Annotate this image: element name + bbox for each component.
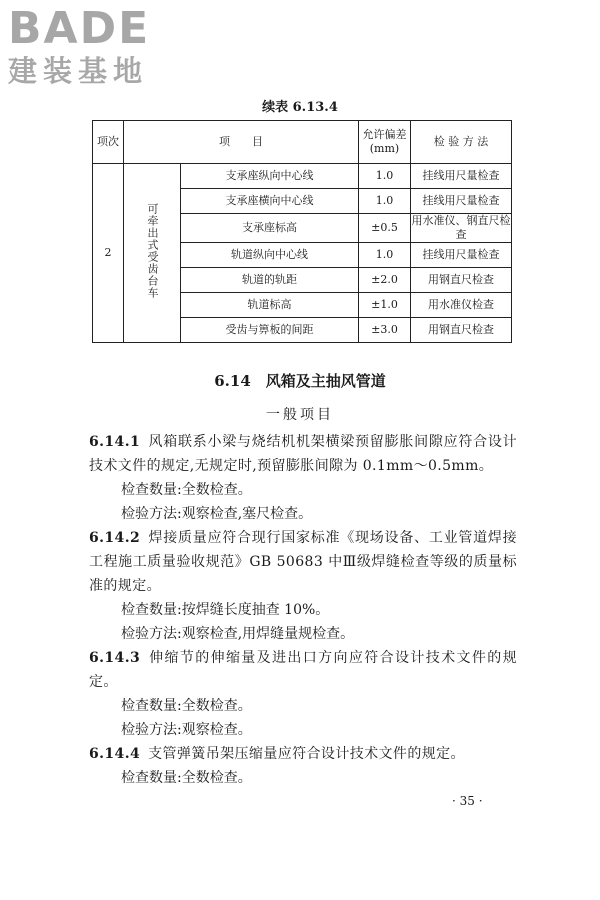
clause-text: 伸缩节的伸缩量及进出口方向应符合设计技术文件的规定。 [89, 650, 517, 690]
inspection-table [92, 120, 512, 343]
row-tolerance: 1.0 [359, 243, 411, 268]
table-caption: 续表 6.13.4 [262, 100, 338, 115]
inspection-method: 检验方法:观察检查,塞尺检查。 [121, 506, 313, 522]
clause-number: 6.14.4 [89, 746, 141, 762]
group-category-cell [124, 164, 181, 343]
row-item: 支承座纵向中心线 [181, 164, 359, 189]
clause-text: 焊接质量应符合现行国家标准《现场设备、工业管道焊接工程施工质量验收规范》GB 50683 中Ⅲ级焊缝检查等级的质量标准的规定。 [89, 530, 517, 594]
clause-number: 6.14.1 [89, 434, 141, 450]
clause-6-14-1 [89, 430, 517, 478]
clause-text: 风箱联系小梁与烧结机机架横梁预留膨胀间隙应符合设计技术文件的规定,无规定时,预留膨胀间隙为 0.1mm～0.5mm。 [89, 434, 517, 474]
clause-6-14-4 [89, 742, 517, 766]
group-number: 2 [93, 164, 124, 343]
clause-number: 6.14.2 [89, 530, 141, 546]
clause-number: 6.14.3 [89, 650, 141, 666]
clause-text: 支管弹簧吊架压缩量应符合设计技术文件的规定。 [148, 746, 465, 762]
page-number: · 35 · [452, 794, 483, 808]
header-tolerance [359, 121, 411, 164]
row-tolerance: ±3.0 [359, 318, 411, 343]
row-tolerance: 1.0 [359, 164, 411, 189]
inspection-quantity: 检查数量:全数检查。 [121, 482, 252, 498]
row-method: 用水准仪、钢直尺检查 [411, 214, 511, 241]
row-method: 挂线用尺量检查 [411, 243, 512, 268]
inspection-method: 检验方法:观察检查。 [121, 722, 252, 738]
inspection-method: 检验方法:观察检查,用焊缝量规检查。 [121, 626, 355, 642]
row-method: 挂线用尺量检查 [411, 164, 512, 189]
row-item: 轨道标高 [181, 293, 359, 318]
row-item: 轨道纵向中心线 [181, 243, 359, 268]
clause-6-14-3 [89, 646, 517, 694]
inspection-quantity: 检查数量:全数检查。 [121, 770, 252, 786]
row-item: 支承座横向中心线 [181, 189, 359, 214]
section-subhead: 一般项目 [266, 407, 334, 423]
row-tolerance: ±2.0 [359, 268, 411, 293]
header-item: 项 目 [124, 121, 359, 164]
header-item-no: 项次 [93, 121, 124, 164]
logo-subtitle: 建装基地 [8, 54, 149, 88]
header-tolerance-label: 允许偏差 [362, 128, 407, 141]
row-item: 支承座标高 [181, 214, 359, 243]
row-method: 用钢直尺检查 [411, 268, 512, 293]
logo-wordmark: BADE [8, 3, 151, 54]
table-row [93, 164, 512, 189]
header-tolerance-unit: (mm) [369, 142, 400, 155]
table-header-row [93, 121, 512, 164]
row-tolerance: ±0.5 [359, 214, 411, 243]
clauses [89, 430, 517, 790]
row-tolerance: ±1.0 [359, 293, 411, 318]
group-category: 可牵出式受齿台车 [146, 203, 159, 299]
row-tolerance: 1.0 [359, 189, 411, 214]
inspection-quantity: 检查数量:按焊缝长度抽查 10%。 [121, 602, 330, 618]
row-method: 挂线用尺量检查 [411, 189, 512, 214]
bade-logo [8, 3, 178, 88]
row-item: 受齿与箅板的间距 [181, 318, 359, 343]
row-item: 轨道的轨距 [181, 268, 359, 293]
header-method: 检 验 方 法 [411, 121, 512, 164]
inspection-quantity: 检查数量:全数检查。 [121, 698, 252, 714]
row-method: 用水准仪检查 [411, 293, 512, 318]
row-method: 用钢直尺检查 [411, 318, 512, 343]
section-title: 6.14 风箱及主抽风管道 [214, 372, 386, 390]
clause-6-14-2 [89, 526, 517, 598]
